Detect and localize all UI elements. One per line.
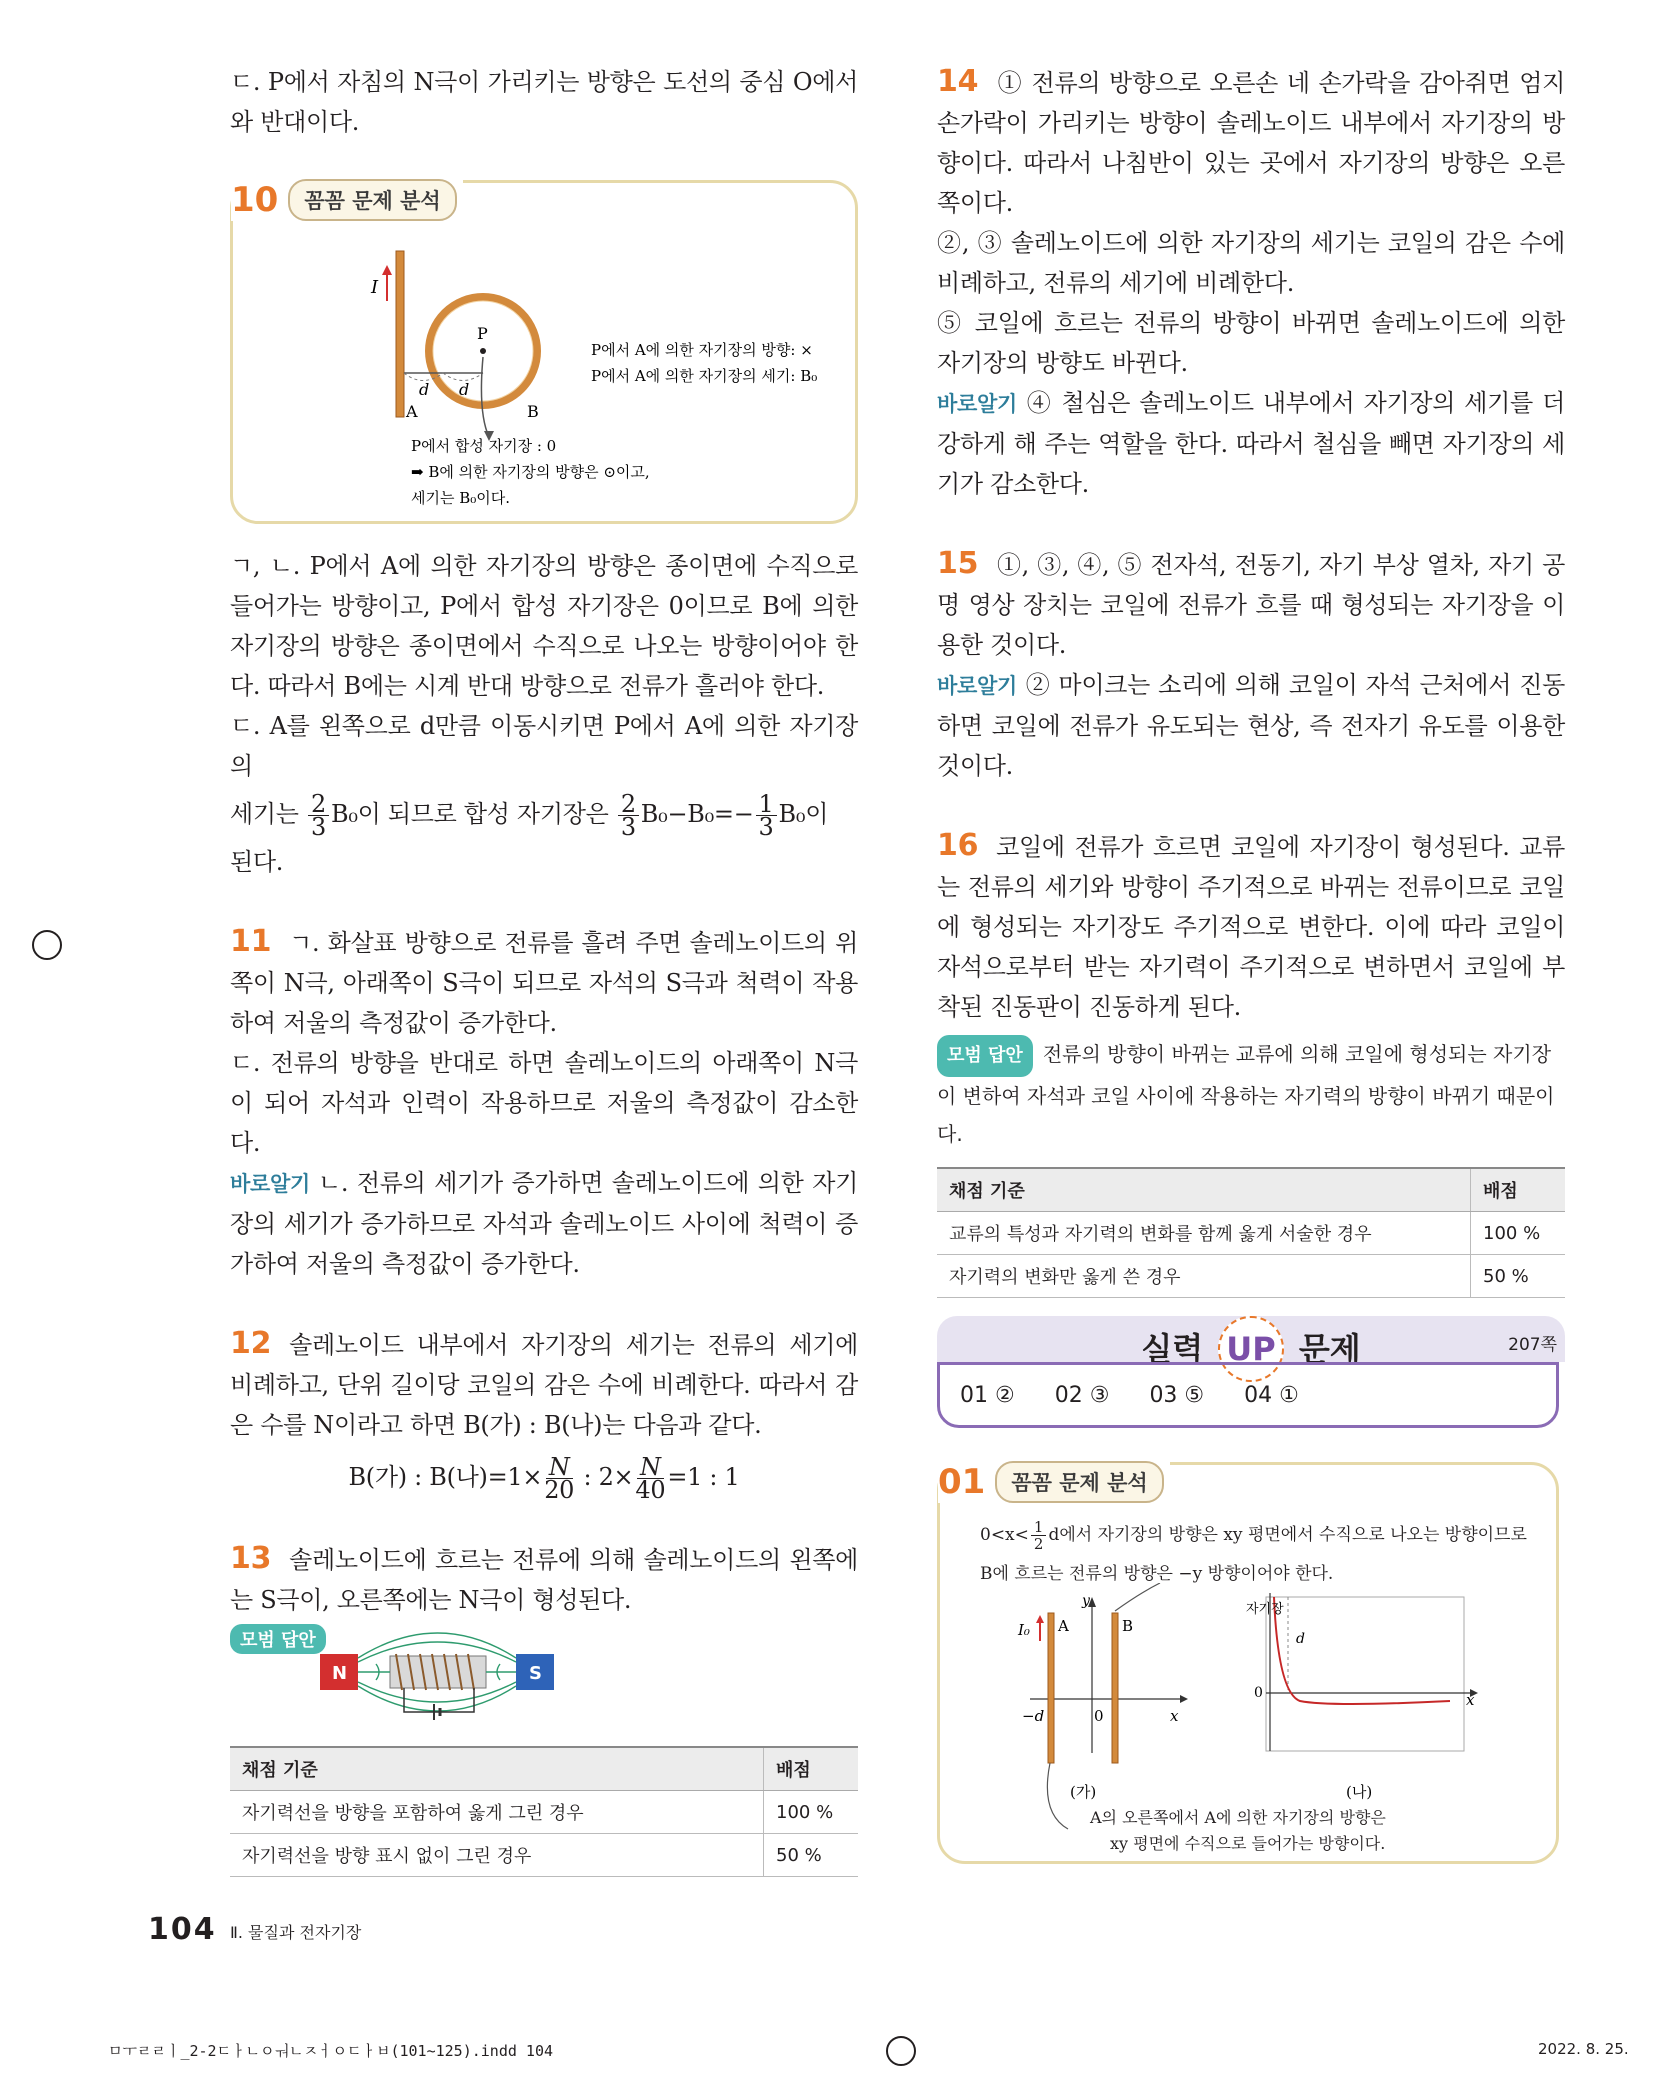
a01-analysis-box [937,1462,1559,1864]
note-2: P에서 A에 의한 자기장의 세기: B₀ [591,367,818,385]
wire-a [396,251,404,417]
frac-2-3-b: $\frac{2}{3}$ [618,793,639,838]
q13-number: 13 [230,1541,272,1576]
label-a: A [406,402,418,421]
caption-a: (가) [1070,1783,1097,1801]
q13-field-figure [320,1628,580,1724]
current-label: I [371,277,379,298]
q14-p2: ②, ③ 솔레노이드에 의한 자기장의 세기는 코일의 감은 수에 비례하고, 전류의 세기에 비례한다. [937,229,1565,297]
right-column [937,62,1565,1298]
q11 [230,922,858,1284]
a01-analysis-head [938,1461,1170,1503]
q15-tag: 바로알기 [937,674,1017,698]
q14-tag: 바로알기 [937,392,1017,416]
frac-n-20: $\frac{N}{20}$ [544,1453,575,1504]
q10-p3 [230,786,858,842]
pointer-to-b [1115,1583,1160,1611]
table-row: 자기력선을 방향을 포함하여 옳게 그린 경우 100 % [230,1791,858,1834]
q14 [937,62,1565,504]
q14-number: 14 [937,64,979,99]
q16-th-criteria: 채점 기준 [937,1168,1471,1212]
q9-item-c: ㄷ. P에서 자침의 N극이 가리키는 방향은 도선의 중심 O에서와 반대이다. [230,68,858,136]
up-title: 실력 UP 문제 [937,1316,1565,1382]
label-half-d: d [1296,1631,1305,1647]
label-p: P [477,324,488,343]
magnet-s-label: S [529,1663,542,1684]
q10-analysis-badge: 꼼꼼 문제 분석 [288,179,456,221]
q12-equation: B(가) : B(나)=1× $\frac{N}{20}$ : 2× $\frac{N}{40}$ =1 : 1 [348,1453,740,1504]
q13-th-criteria: 채점 기준 [230,1747,764,1791]
label-d1: d [419,380,430,399]
label-zero-b: 0 [1254,1685,1263,1701]
up-answer-4: 04 ① [1244,1382,1299,1408]
q16-model-badge: 모범 답안 [937,1035,1033,1077]
q11-p1: ㄱ. 화살표 방향으로 전류를 흘려 주면 솔레노이드의 위쪽이 N극, 아래쪽이 S극이 되므로 자석의 S극과 척력이 작용하여 저울의 측정값이 증가한다. [230,929,858,1037]
q10-p4: 된다. [230,848,284,876]
q11-tag: 바로알기 [230,1172,310,1196]
section-label: Ⅱ. 물질과 전자기장 [230,1923,362,1942]
label-field: 자기장 [1246,1602,1284,1617]
q15-number: 15 [937,546,979,581]
pointer-curve [481,357,489,437]
q11-p2: ㄷ. 전류의 방향을 반대로 하면 솔레노이드의 아래쪽이 N극이 되어 자석과 인력이 작용하므로 저울의 측정값이 감소한다. [230,1049,858,1157]
q12-number: 12 [230,1326,272,1361]
q15 [937,544,1565,786]
q13-grading-table [230,1746,858,1877]
note-3: P에서 합성 자기장 : 0 [411,437,557,455]
up-problems-box [937,1316,1565,1434]
magnet-n-label: N [332,1663,348,1684]
q15-p1: ①, ③, ④, ⑤ 전자석, 전동기, 자기 부상 열차, 자기 공명 영상 장치는 코일에 전류가 흐를 때 형성되는 자기장을 이용한 것이다. [937,551,1565,659]
note-1: P에서 A에 의한 자기장의 방향: × [591,341,813,359]
file-slug: ㅁㅜㄹㄹㅣ_2-2ㄷㅏㄴㅇㅝㄴㅈㅓㅇㄷㅏㅂ(101~125).indd 104 [108,2042,554,2060]
point-p [480,348,486,354]
table-row: 자기력의 변화만 옳게 쓴 경우 50 % [937,1255,1565,1298]
label-d2: d [459,380,470,399]
q10-p3c: B₀−B₀=− [640,800,754,828]
up-page-ref: 207쪽 [1508,1335,1557,1355]
field-curve [1274,1597,1450,1704]
q13-answer [230,1624,858,1724]
table-row: 자기력선을 방향 표시 없이 그린 경우 50 % [230,1834,858,1877]
q14-p4: ④ 철심은 솔레노이드 내부에서 자기장의 세기를 더 강하게 해 주는 역할을 한다. 따라서 철심을 빼면 자기장의 세기가 감소한다. [937,389,1565,498]
q10-p2: ㄷ. A를 왼쪽으로 d만큼 이동시키면 P에서 A에 의한 자기장의 [230,712,858,780]
q13-model-badge: 모범 답안 [230,1624,326,1654]
frac-1-3: $\frac{1}{3}$ [756,793,777,838]
page-number: 104 [148,1912,217,1947]
up-answer-1: 01 ② [960,1382,1015,1408]
q13-p1: 솔레노이드에 흐르는 전류에 의해 솔레노이드의 왼쪽에는 S극이, 오른쪽에는 N극이 형성된다. [230,1546,858,1614]
a01-figure [970,1583,1530,1843]
q10-p3d: B₀이 [778,800,829,828]
current-arrowhead [382,265,392,275]
label-i0: I₀ [1018,1621,1030,1639]
a01-analysis-badge: 꼼꼼 문제 분석 [995,1461,1163,1503]
label-a: A [1058,1617,1069,1635]
a01-number: 01 [938,1462,986,1502]
q16-grading-table [937,1167,1565,1298]
a01-line2: B에 흐르는 전류의 방향은 −y 방향이어야 한다. [980,1564,1334,1584]
label-minus-d: −d [1022,1707,1045,1725]
q10-analysis-head [231,179,463,221]
label-y: y [1082,1593,1090,1609]
q16-number: 16 [937,828,979,863]
q10-analysis-box [230,180,858,524]
note-5: 세기는 B₀이다. [411,489,511,507]
up-answer-3: 03 ⑤ [1149,1382,1205,1408]
label-x: x [1170,1707,1179,1725]
frac-2-3-a: $\frac{2}{3}$ [308,793,329,838]
crop-mark-bottom [886,2036,916,2066]
q14-p3: ⑤ 코일에 흐르는 전류의 방향이 바뀌면 솔레노이드에 의한 자기장의 방향도 바뀐다. [937,309,1565,377]
print-date: 2022. 8. 25. [1538,2040,1629,2058]
q10-p1: ㄱ, ㄴ. P에서 A에 의한 자기장의 방향은 종이면에 수직으로 들어가는 방향이고, P에서 합성 자기장은 0이므로 B에 의한 자기장의 방향은 종이면에서 수직으로 나오는 방향이어야 한다. 따라서 B에는 시계 반대 방향으로 전류가 흘러야 한다. [230,552,858,700]
graph-frame-b [1266,1597,1464,1751]
q10-p3b: B₀이 되므로 합성 자기장은 [330,800,609,828]
note-4: ➡ B에 의한 자기장의 방향은 ⊙이고, [411,463,650,481]
q13-th-score: 배점 [764,1747,859,1791]
q12-p1: 솔레노이드 내부에서 자기장의 세기는 전류의 세기에 비례하고, 단위 길이당 코일의 감은 수에 비례한다. 따라서 감은 수를 N이라고 하면 B(가) : B(나)는 다음과 같다. [230,1331,858,1439]
q11-p3: ㄴ. 전류의 세기가 증가하면 솔레노이드에 의한 자기장의 세기가 증가하므로 자석과 솔레노이드 사이에 척력이 증가하여 저울의 측정값이 증가한다. [230,1169,858,1278]
q10-explanation [230,546,858,882]
up-answer-2: 02 ③ [1054,1382,1110,1408]
table-row: 교류의 특성과 자기력의 변화를 함께 옳게 서술한 경우 100 % [937,1212,1565,1255]
q14-p1: ① 전류의 방향으로 오른손 네 손가락을 감아쥐면 엄지손가락이 가리키는 방향이 솔레노이드 내부에서 자기장의 방향이다. 따라서 나침반이 있는 곳에서 자기장의 방향은 오른쪽이다. [937,69,1565,217]
q10-p3a: 세기는 [230,800,299,828]
crop-mark-left [32,930,62,960]
q16-th-score: 배점 [1471,1168,1566,1212]
pointer-to-a [1047,1763,1068,1829]
label-zero: 0 [1094,1707,1104,1725]
label-b: B [1122,1617,1134,1635]
q16-answer: 전류의 방향이 바뀌는 교류에 의해 코일에 형성되는 자기장이 변하여 자석과 코일 사이에 작용하는 자기력의 방향이 바뀌기 때문이다. [937,1042,1555,1146]
frac-n-40: $\frac{N}{40}$ [635,1453,666,1504]
q13 [230,1539,858,1877]
up-badge: UP [1218,1316,1283,1382]
label-b: B [527,402,539,421]
q12 [230,1324,858,1509]
up-answer-row [937,1362,1559,1428]
q16 [937,826,1565,1298]
q10-figure [293,223,853,513]
a01-line1: 0<x< $\frac{1}{2}$ d에서 자기장의 방향은 xy 평면에서 수직으로 나오는 방향이므로 [980,1518,1527,1553]
q10-number: 10 [231,180,279,220]
label-x-b: x [1466,1691,1475,1709]
a01-note2: xy 평면에 수직으로 들어가는 방향이다. [1110,1834,1386,1853]
wire-b [1112,1613,1118,1763]
q16-p1: 코일에 전류가 흐르면 코일에 자기장이 형성된다. 교류는 전류의 세기와 방향이 주기적으로 바뀌는 전류이므로 코일에 형성되는 자기장도 주기적으로 변한다. 이에 따라 코일이 자석으로부터 받는 자기력이 주기적으로 변하면서 코일에 부착된 진동판이 진동하게 된다. [937,833,1565,1021]
wire-a [1048,1613,1054,1763]
q11-number: 11 [230,924,272,959]
q15-p2: ② 마이크는 소리에 의해 코일이 자석 근처에서 진동하면 코일에 전류가 유도되는 현상, 즉 전자기 유도를 이용한 것이다. [937,671,1565,780]
caption-b: (나) [1346,1783,1373,1801]
left-column [230,62,858,1877]
a01-note1: A의 오른쪽에서 A에 의한 자기장의 방향은 [1090,1808,1386,1827]
